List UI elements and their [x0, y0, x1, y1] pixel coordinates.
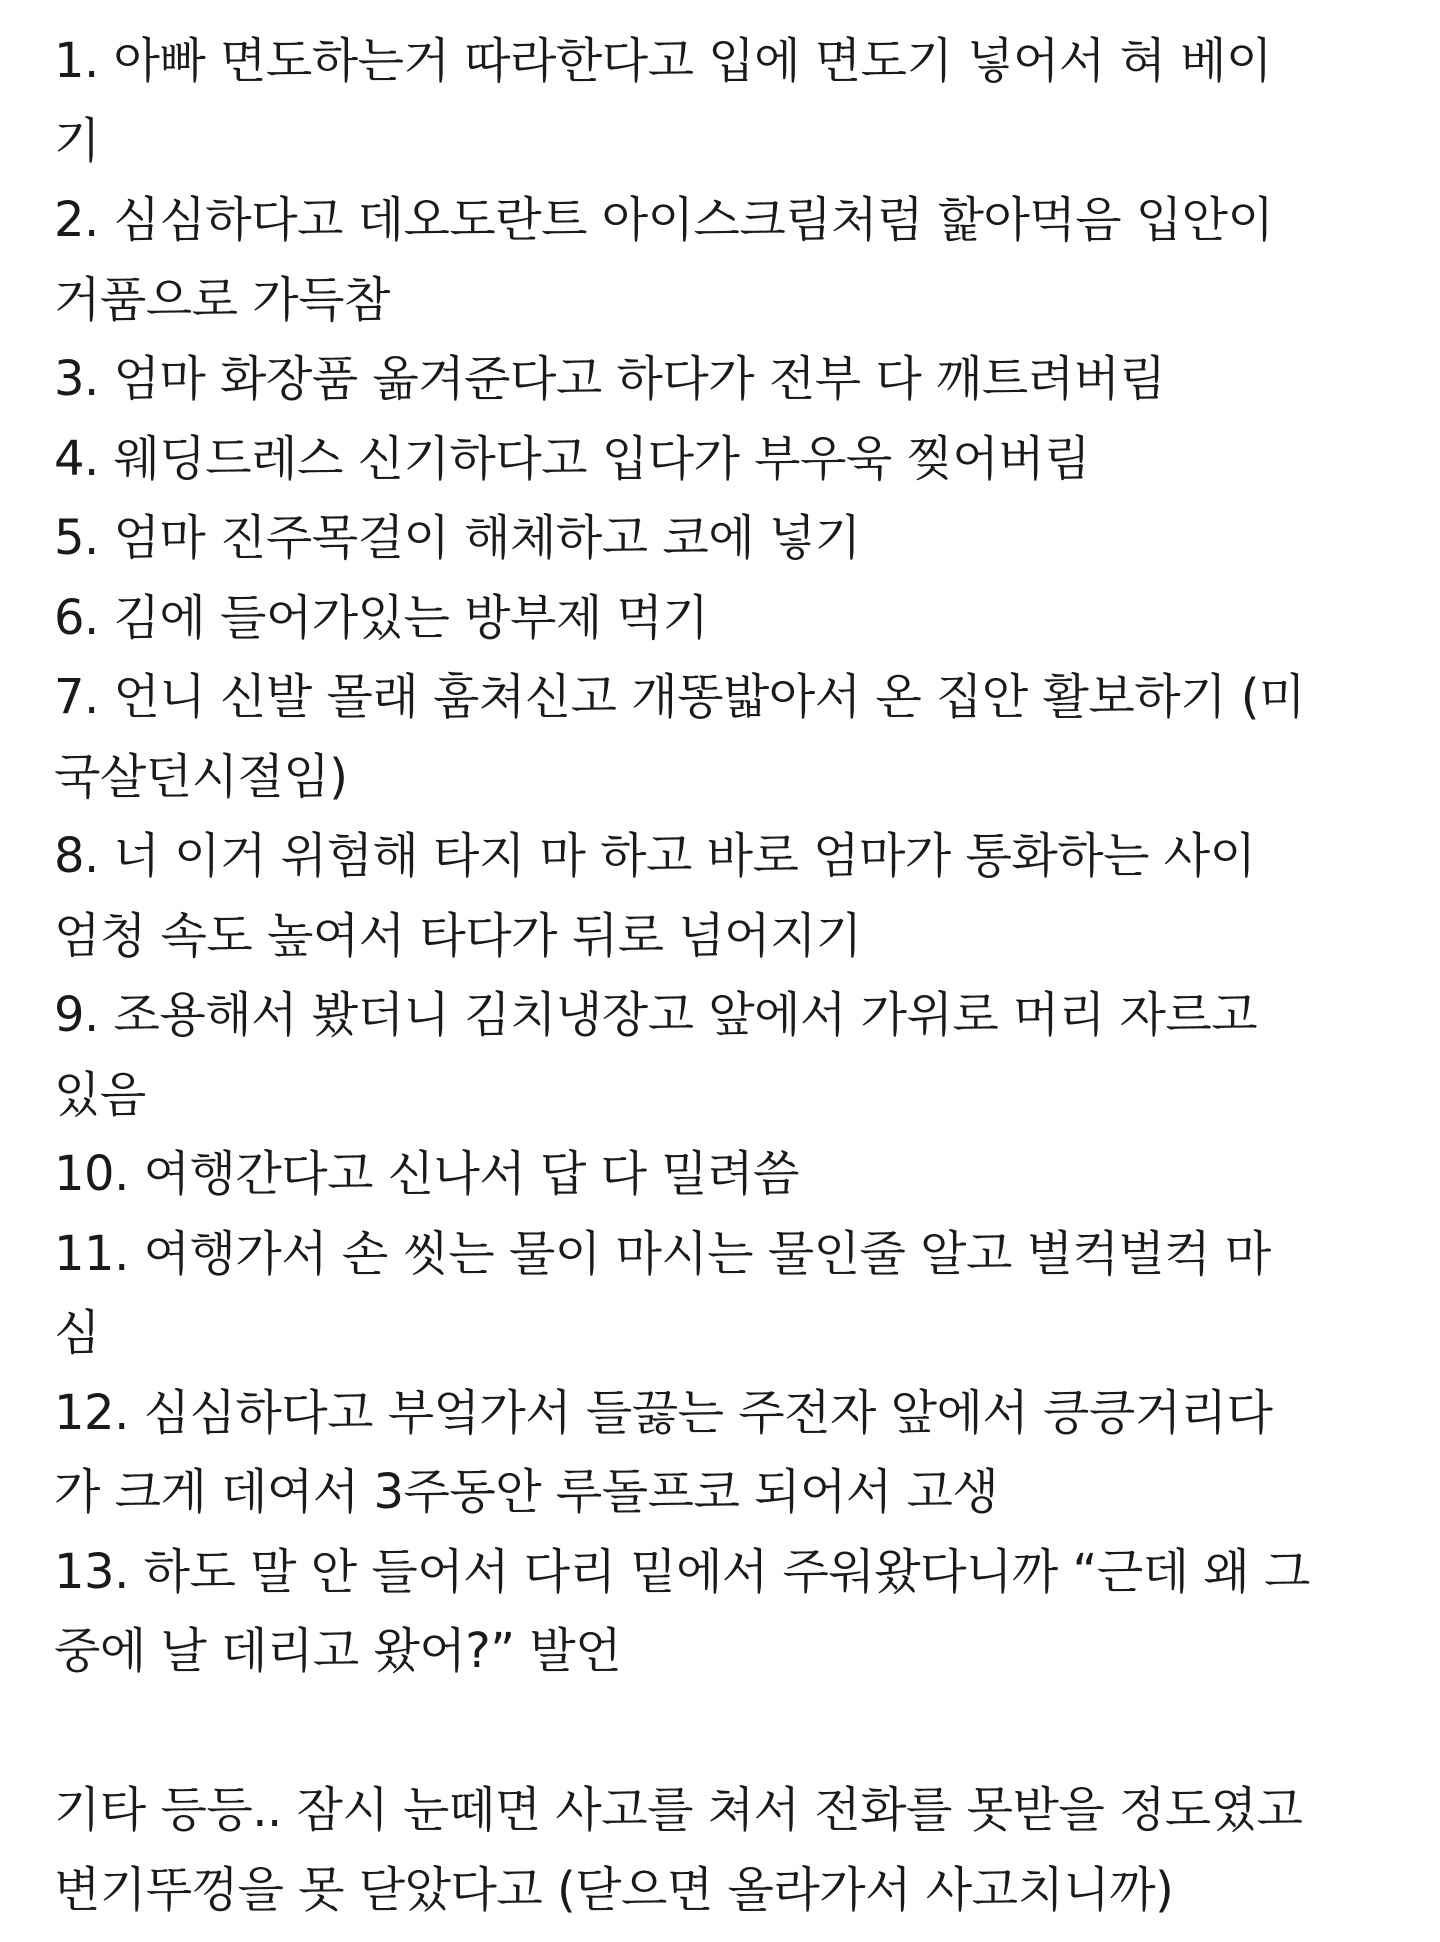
text-line: 12. 심심하다고 부엌가서 들끓는 주전자 앞에서 킁킁거리다 — [54, 1384, 1273, 1441]
text-line: 있음 — [54, 1066, 146, 1123]
text-line: 1. 아빠 면도하는거 따라한다고 입에 면도기 넣어서 혀 베이 — [54, 33, 1272, 89]
text-line: 심 — [54, 1305, 100, 1361]
text-line: 7. 언니 신발 몰래 훔쳐신고 개똥밟아서 온 집안 활보하기 (미 — [54, 669, 1305, 725]
text-line: 기 — [54, 112, 100, 169]
text-line: 엄청 속도 높여서 타다가 뒤로 넘어지기 — [54, 907, 862, 964]
text-line: 거품으로 가득참 — [54, 271, 390, 328]
text-line: 4. 웨딩드레스 신기하다고 입다가 부우욱 찢어버림 — [54, 430, 1090, 487]
text-line: 10. 여행간다고 신나서 답 다 밀려씀 — [54, 1146, 799, 1202]
text-line: 3. 엄마 화장품 옮겨준다고 하다가 전부 다 깨트려버림 — [54, 351, 1166, 407]
text-line: 중에 날 데리고 왔어?” 발언 — [54, 1623, 622, 1679]
text-line: 5. 엄마 진주목걸이 해체하고 코에 넣기 — [54, 510, 861, 566]
text-line: 9. 조용해서 봤더니 김치냉장고 앞에서 가위로 머리 자르고 — [54, 987, 1258, 1043]
text-line: 변기뚜껑을 못 닫았다고 (닫으면 올라가서 사고치니까) — [54, 1861, 1174, 1918]
text-line: 2. 심심하다고 데오도란트 아이스크림처럼 핥아먹음 입안이 — [54, 192, 1274, 248]
post-text-body — [54, 22, 1414, 1930]
text-line: 국살던시절임) — [54, 748, 348, 805]
text-line: 기타 등등.. 잠시 눈떼면 사고를 쳐서 전화를 못받을 정도였고 — [54, 1782, 1303, 1838]
text-line: 8. 너 이거 위험해 타지 마 하고 바로 엄마가 통화하는 사이 — [54, 828, 1256, 884]
text-line: 11. 여행가서 손 씻는 물이 마시는 물인줄 알고 벌컥벌컥 마 — [54, 1225, 1271, 1282]
text-line: 6. 김에 들어가있는 방부제 먹기 — [54, 589, 709, 646]
text-line: 13. 하도 말 안 들어서 다리 밑에서 주워왔다니까 “근데 왜 그 — [54, 1543, 1310, 1600]
text-line: 가 크게 데여서 3주동안 루돌프코 되어서 고생 — [54, 1464, 999, 1520]
paragraph-gap — [54, 1692, 1414, 1772]
